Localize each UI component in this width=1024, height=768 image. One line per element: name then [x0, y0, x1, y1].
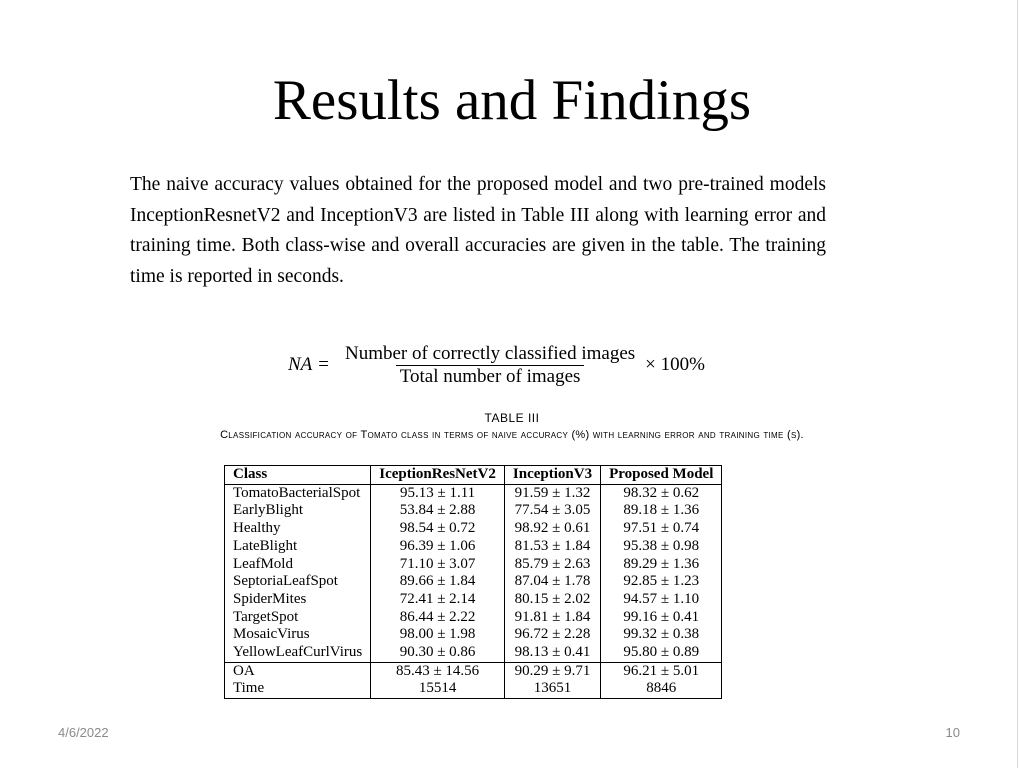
table-cell-class: EarlyBlight	[225, 502, 371, 520]
table-body	[225, 484, 722, 698]
table-cell-value: 90.29 ± 9.71	[504, 662, 600, 680]
table-cell-value: 98.13 ± 0.41	[504, 644, 600, 662]
table-cell-value: 98.32 ± 0.62	[601, 484, 722, 502]
table-cell-value: 98.92 ± 0.61	[504, 520, 600, 538]
slide-title: Results and Findings	[272, 69, 752, 132]
table-cell-value: 53.84 ± 2.88	[371, 502, 505, 520]
table-cell-class: MosaicVirus	[225, 626, 371, 644]
table-row	[225, 680, 722, 698]
table-cell-value: 95.80 ± 0.89	[601, 644, 722, 662]
table-cell-value: 99.32 ± 0.38	[601, 626, 722, 644]
table-cell-class: Time	[225, 680, 371, 698]
table-cell-value: 94.57 ± 1.10	[601, 591, 722, 609]
table-cell-class: SpiderMites	[225, 591, 371, 609]
table-row	[225, 609, 722, 627]
table-row	[225, 591, 722, 609]
table-cell-value: 99.16 ± 0.41	[601, 609, 722, 627]
results-table	[224, 465, 722, 699]
table-cell-value: 95.38 ± 0.98	[601, 538, 722, 556]
table-cell-value: 91.59 ± 1.32	[504, 484, 600, 502]
table-cell-value: 13651	[504, 680, 600, 698]
table-cell-value: 85.43 ± 14.56	[371, 662, 505, 680]
table-row	[225, 662, 722, 680]
formula-denominator: Total number of images	[396, 365, 585, 388]
table-caption: Classification accuracy of Tomato class in terms of naive accuracy (%) with learning error and training time (s).	[220, 429, 804, 441]
table-cell-class: TomatoBacterialSpot	[225, 484, 371, 502]
header-proposed-model: Proposed Model	[601, 466, 722, 485]
table-row	[225, 573, 722, 591]
footer-page-number: 10	[945, 725, 960, 740]
table-cell-value: 86.44 ± 2.22	[371, 609, 505, 627]
table-cell-value: 72.41 ± 2.14	[371, 591, 505, 609]
table-cell-class: LateBlight	[225, 538, 371, 556]
table-title: TABLE III	[484, 411, 540, 425]
formula-equals: =	[318, 354, 329, 375]
body-paragraph: The naive accuracy values obtained for the proposed model and two pre-trained models InceptionResnetV2 and InceptionV3 are listed in Table III along with learning error and training time. Both class-wise and overall accuracies are given in the table. The training time is reported in seconds.	[130, 174, 826, 287]
table-row	[225, 556, 722, 574]
table-cell-value: 98.54 ± 0.72	[371, 520, 505, 538]
table-row	[225, 538, 722, 556]
table-cell-value: 87.04 ± 1.78	[504, 573, 600, 591]
table-cell-value: 92.85 ± 1.23	[601, 573, 722, 591]
footer-date: 4/6/2022	[58, 725, 109, 740]
formula-multiplier: × 100%	[645, 354, 705, 375]
naive-accuracy-formula	[288, 340, 705, 390]
table-cell-value: 96.72 ± 2.28	[504, 626, 600, 644]
table-cell-value: 81.53 ± 1.84	[504, 538, 600, 556]
table-cell-class: OA	[225, 662, 371, 680]
table-cell-value: 8846	[601, 680, 722, 698]
table-cell-value: 91.81 ± 1.84	[504, 609, 600, 627]
formula-lhs: NA	[288, 354, 313, 375]
table-cell-value: 80.15 ± 2.02	[504, 591, 600, 609]
table-row	[225, 644, 722, 662]
formula-numerator: Number of correctly classified images	[345, 342, 636, 364]
table-cell-value: 77.54 ± 3.05	[504, 502, 600, 520]
table-cell-value: 71.10 ± 3.07	[371, 556, 505, 574]
table-row	[225, 626, 722, 644]
table-cell-value: 96.21 ± 5.01	[601, 662, 722, 680]
header-inceptionresnetv2: IceptionResNetV2	[371, 466, 505, 485]
table-cell-value: 89.66 ± 1.84	[371, 573, 505, 591]
table-header-row	[225, 466, 722, 485]
header-class: Class	[225, 466, 371, 485]
table-cell-class: Healthy	[225, 520, 371, 538]
table-cell-value: 96.39 ± 1.06	[371, 538, 505, 556]
table-cell-value: 90.30 ± 0.86	[371, 644, 505, 662]
table-cell-class: YellowLeafCurlVirus	[225, 644, 371, 662]
table-cell-value: 85.79 ± 2.63	[504, 556, 600, 574]
formula-fraction	[341, 343, 639, 388]
table-cell-class: LeafMold	[225, 556, 371, 574]
table-cell-value: 15514	[371, 680, 505, 698]
table-row	[225, 484, 722, 502]
table-cell-class: SeptoriaLeafSpot	[225, 573, 371, 591]
header-inceptionv3: InceptionV3	[504, 466, 600, 485]
table-cell-class: TargetSpot	[225, 609, 371, 627]
table-cell-value: 95.13 ± 1.11	[371, 484, 505, 502]
table-row	[225, 520, 722, 538]
table-cell-value: 97.51 ± 0.74	[601, 520, 722, 538]
table-cell-value: 89.18 ± 1.36	[601, 502, 722, 520]
table-cell-value: 89.29 ± 1.36	[601, 556, 722, 574]
table-row	[225, 502, 722, 520]
table-cell-value: 98.00 ± 1.98	[371, 626, 505, 644]
